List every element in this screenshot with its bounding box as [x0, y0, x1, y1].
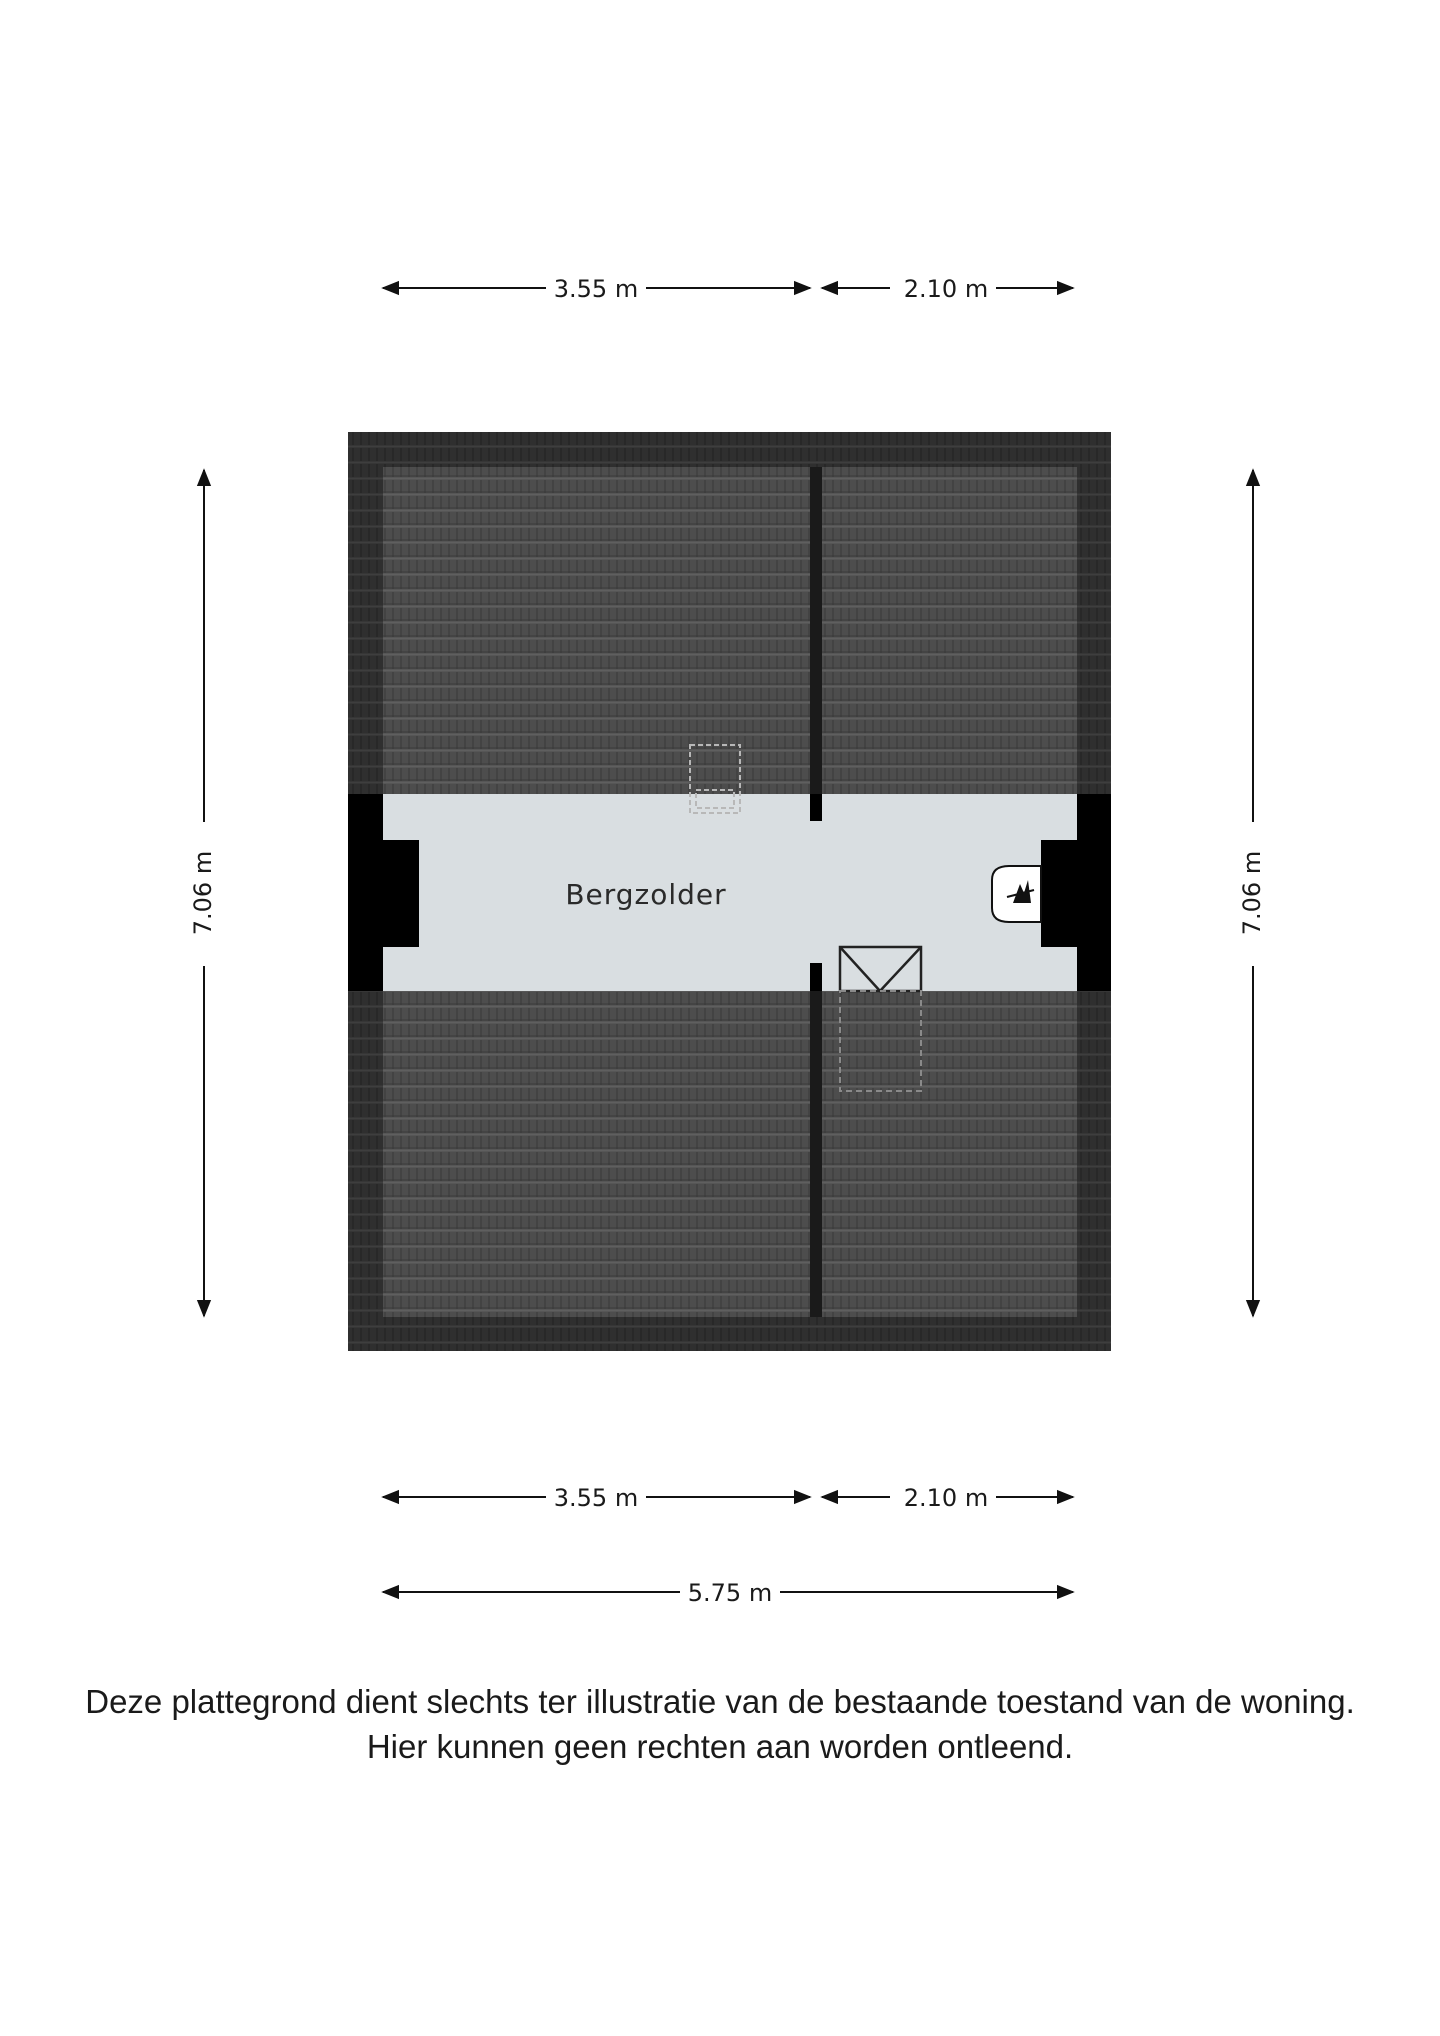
bottom-total-dimension-label: 5.75 m: [687, 1579, 773, 1607]
bottom-dimension-right: [822, 1484, 1073, 1512]
wall-left: [348, 794, 383, 991]
top-left-dimension-label: 3.55 m: [553, 275, 639, 303]
right-height-label: 7.06 m: [1238, 850, 1266, 936]
disclaimer-line-2: Hier kunnen geen rechten aan worden ontleend.: [366, 1728, 1074, 1765]
partition-stub-bottom: [810, 963, 822, 991]
left-dimension: [189, 470, 217, 1316]
attic-floor: [383, 794, 1077, 991]
left-height-label: 7.06 m: [189, 850, 217, 936]
partition-stub-top: [810, 794, 822, 821]
bottom-right-dimension-label: 2.10 m: [903, 1484, 989, 1512]
roof-bottom-right: [822, 991, 1077, 1317]
bottom-dimension-total: [383, 1579, 1073, 1607]
room-label: Bergzolder: [565, 878, 727, 911]
bottom-dimension-left: [383, 1484, 810, 1512]
bottom-left-dimension-label: 3.55 m: [553, 1484, 639, 1512]
chimney-left: [383, 840, 419, 947]
wall-right: [1077, 794, 1111, 991]
chimney-right: [1041, 840, 1077, 947]
top-right-dimension-label: 2.10 m: [903, 275, 989, 303]
roof-partition-bottom: [810, 963, 822, 1317]
top-dimension-right: [822, 275, 1073, 303]
top-dimension-left: [383, 275, 810, 303]
right-dimension: [1238, 470, 1266, 1316]
fireplace-icon: [992, 866, 1041, 922]
roof-top-right: [822, 467, 1077, 794]
disclaimer-line-1: Deze plattegrond dient slechts ter illustratie van de bestaande toestand van de woning.: [85, 1683, 1355, 1720]
roof-bottom-left: [383, 991, 811, 1317]
roof-top-left: [383, 467, 811, 794]
roof-partition-top: [810, 467, 822, 819]
